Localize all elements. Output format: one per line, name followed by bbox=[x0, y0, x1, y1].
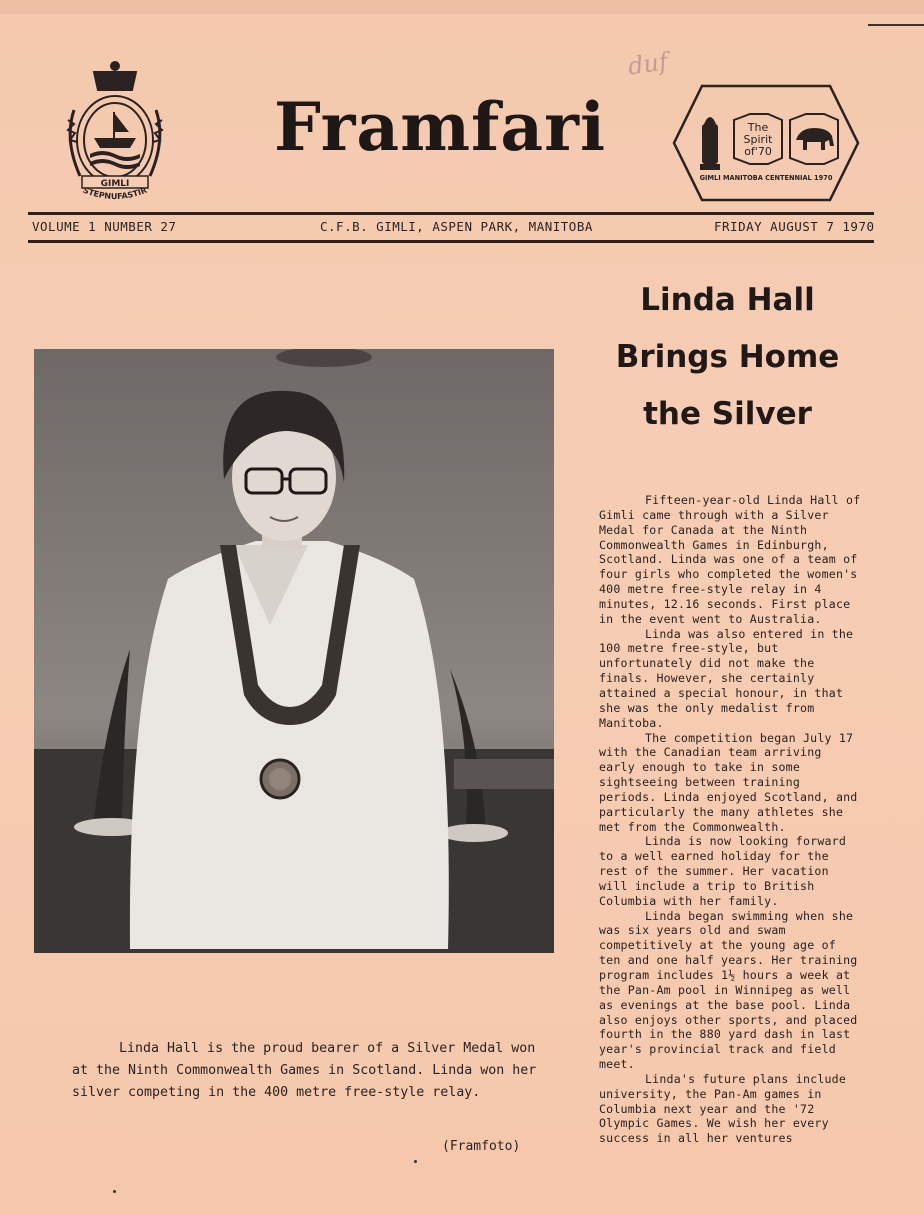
article-paragraph: Linda's future plans include university, the Pan-Am games in Columbia next year and the '72 Olympic Games. We wish her every success in all her ventures bbox=[599, 1071, 847, 1146]
gimli-crest-logo bbox=[60, 60, 170, 205]
page-edge bbox=[0, 0, 924, 14]
medalist-photo bbox=[34, 349, 554, 953]
centennial-badge-logo bbox=[672, 84, 860, 202]
article-paragraph: Fifteen-year-old Linda Hall of Gimli came through with a Silver Medal for Canada at the Ninth Commonwealth Games in Edinburgh, Scotland. Linda was one of a team of four girls who completed the women's 400 metre free-style relay in 4 minutes, 12.16 seconds. First place in the event went to Australia. bbox=[599, 493, 861, 626]
badge-line1: The bbox=[747, 121, 769, 134]
issue-volume: VOLUME 1 NUMBER 27 bbox=[32, 219, 177, 234]
issue-date: FRIDAY AUGUST 7 1970 bbox=[714, 219, 875, 234]
article-paragraph: Linda is now looking forward to a well earned holiday for the rest of the summer. Her vacation will include a trip to British Columbia with her family. bbox=[599, 834, 847, 908]
crest-motto: STEPNUFASTIR bbox=[81, 185, 149, 202]
paper-speck bbox=[113, 1190, 116, 1193]
article-paragraph: The competition began July 17 with the Canadian team arriving early enough to take in some sightseeing between training periods. Linda enjoyed Scotland, and particularly the many athletes she met from the Commonwealth. bbox=[599, 730, 858, 834]
photo-credit: (Framfoto) bbox=[442, 1139, 521, 1154]
headline bbox=[605, 272, 850, 443]
badge-line3: of'70 bbox=[744, 145, 772, 158]
crest-banner: GIMLI bbox=[100, 179, 130, 189]
headline-line: Brings Home bbox=[615, 339, 840, 375]
newspaper-title: Framfari bbox=[273, 88, 607, 166]
badge-line2: Spirit bbox=[743, 133, 773, 146]
article-paragraph: Linda was also entered in the 100 metre free-style, but unfortunately did not make the finals. However, she certainly attained a special honour, in that she was the only medalist from Manitoba. bbox=[599, 626, 854, 730]
headline-line: Linda Hall bbox=[640, 282, 815, 318]
masthead-rule-bottom bbox=[28, 240, 874, 243]
issue-location: C.F.B. GIMLI, ASPEN PARK, MANITOBA bbox=[320, 219, 593, 234]
photo-caption: Linda Hall is the proud bearer of a Silver Medal won at the Ninth Commonwealth Games in Scotland. Linda won her silver competing in the 400 metre free-style relay. bbox=[72, 1041, 537, 1100]
headline-line: the Silver bbox=[643, 396, 812, 432]
paper-speck bbox=[414, 1160, 417, 1163]
corner-rule bbox=[868, 24, 924, 26]
masthead-rule-top bbox=[28, 212, 874, 215]
badge-caption: GIMLI MANITOBA CENTENNIAL 1970 bbox=[699, 174, 833, 182]
article-body bbox=[599, 493, 864, 1146]
article-paragraph: Linda began swimming when she was six years old and swam competitively at the young age of ten and one half years. Her training program includes 1½ hours a week at the Pan-Am pool in Winnipeg as well as evenings at the base pool. Linda also enjoys other sports, and placed fourth in the 880 yard dash in last year's provincial track and field meet. bbox=[599, 908, 858, 1072]
handwritten-mark: duf bbox=[626, 47, 670, 81]
